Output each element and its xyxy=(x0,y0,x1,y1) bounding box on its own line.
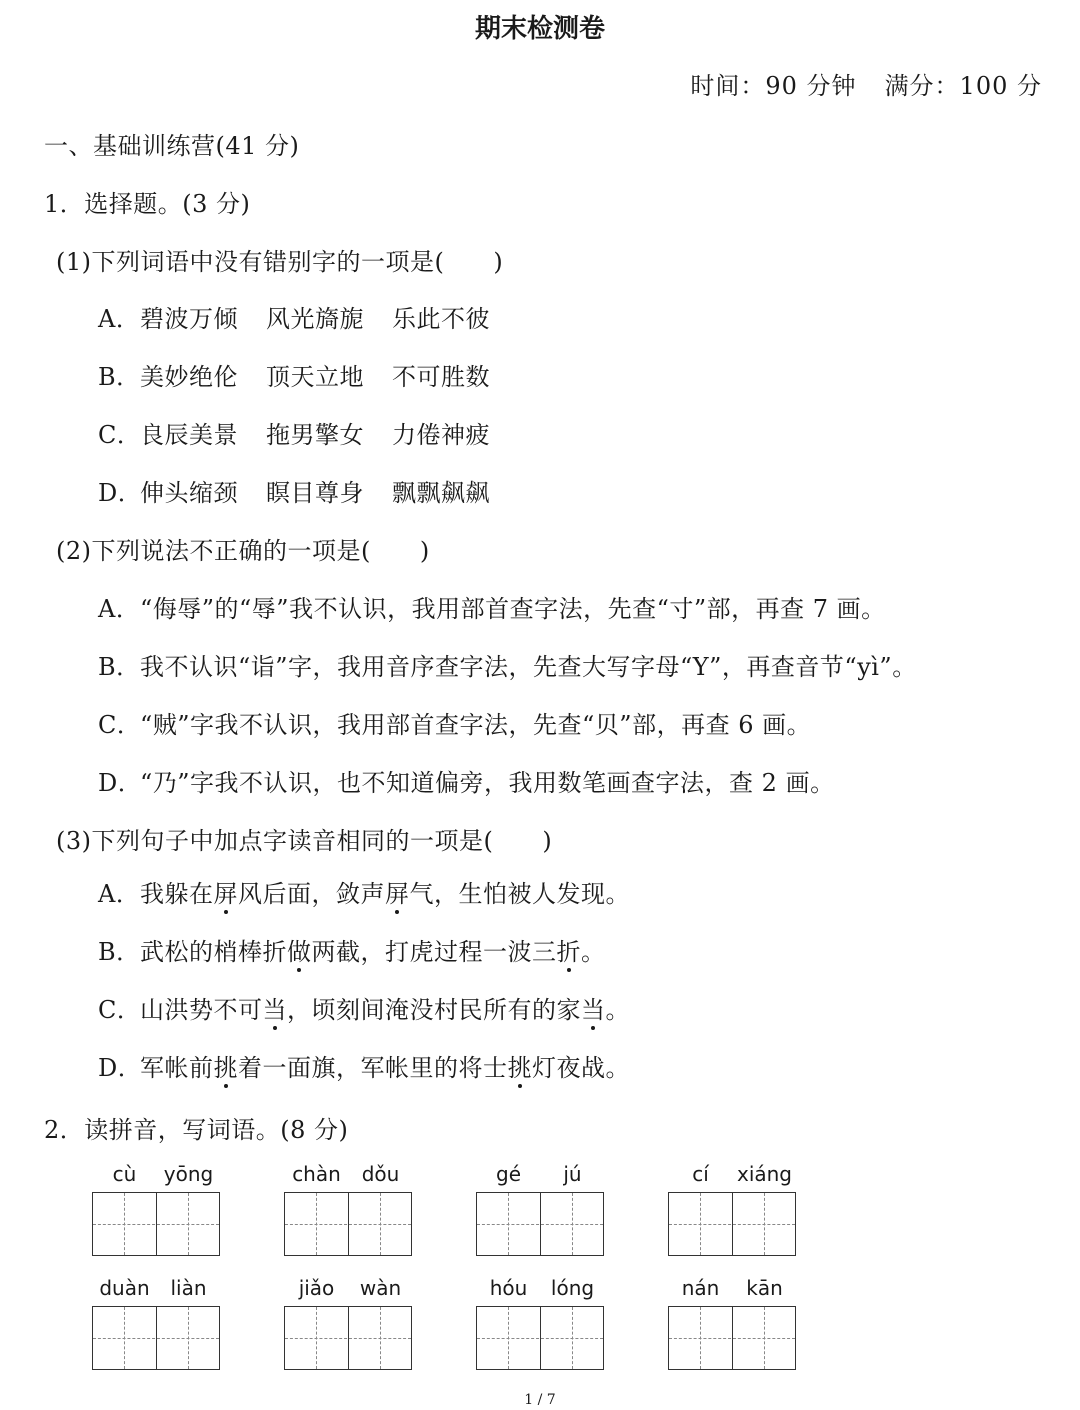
dotted-char: 当 xyxy=(581,996,606,1024)
option-label: C． xyxy=(98,421,142,449)
pinyin-syllable: chàn xyxy=(292,1162,341,1186)
option-row xyxy=(98,473,490,508)
option-row xyxy=(98,299,490,334)
option-label: A． xyxy=(98,305,141,333)
option-word: 不可胜数 xyxy=(392,363,490,391)
tianzige-answer-box[interactable] xyxy=(92,1192,220,1256)
tianzige-answer-box[interactable] xyxy=(476,1192,604,1256)
pinyin-syllable: nán xyxy=(681,1276,720,1300)
exam-score: 满分：100 分 xyxy=(884,72,1042,100)
dotted-char: 挑 xyxy=(507,1054,532,1082)
pinyin-syllable: jiǎo xyxy=(298,1276,335,1300)
dotted-char: 做 xyxy=(287,938,312,966)
question-2-heading: 2．读拼音，写词语。(8 分) xyxy=(44,1116,349,1144)
page-title: 期末检测卷 xyxy=(474,14,605,44)
pinyin-syllable: lóng xyxy=(550,1276,595,1300)
option-text: 我躲在 xyxy=(140,880,214,908)
option-word: 美妙绝伦 xyxy=(140,363,238,391)
pinyin-syllable: cí xyxy=(692,1162,709,1186)
dotted-char: 屏 xyxy=(213,880,238,908)
option-text: 气，生怕被人发现。 xyxy=(409,880,630,908)
pinyin-item xyxy=(476,1276,606,1386)
option-word: 力倦神疲 xyxy=(392,421,490,449)
option-text: 。 xyxy=(605,996,630,1024)
option-word: 伸头缩颈 xyxy=(140,479,238,507)
option-text: “侮辱”的“辱”我不认识，我用部首查字法，先查“寸”部，再查 7 画。 xyxy=(140,595,886,623)
pinyin-syllable: kān xyxy=(746,1276,783,1300)
option-label: D． xyxy=(98,479,143,507)
exam-meta xyxy=(662,66,1042,101)
option-word: 瞑目尊身 xyxy=(266,479,364,507)
option-word: 拖男擎女 xyxy=(266,421,364,449)
option-label: C． xyxy=(98,711,142,739)
dotted-char: 当 xyxy=(262,996,287,1024)
pinyin-syllable: jú xyxy=(563,1162,582,1186)
option-text: 我不认识“诣”字，我用音序查字法，先查大写字母“Y”，再查音节“yì”。 xyxy=(140,653,917,681)
pinyin-syllable: gé xyxy=(496,1162,521,1186)
option-word: 碧波万倾 xyxy=(140,305,238,333)
option-row xyxy=(98,990,630,1025)
question-1-heading: 1．选择题。(3 分) xyxy=(44,190,251,218)
option-word: 风光旖旎 xyxy=(266,305,364,333)
option-text: 军帐前 xyxy=(140,1054,214,1082)
option-row xyxy=(98,415,490,450)
option-text: “乃”字我不认识，也不知道偏旁，我用数笔画查字法，查 2 画。 xyxy=(140,769,835,797)
option-text: 。 xyxy=(581,938,606,966)
option-label: C． xyxy=(98,996,142,1024)
option-text: 山洪势不可 xyxy=(140,996,263,1024)
option-text: 着一面旗，军帐里的将士 xyxy=(238,1054,508,1082)
option-label: A． xyxy=(98,595,141,623)
pinyin-syllable: yōng xyxy=(163,1162,214,1186)
option-word: 顶天立地 xyxy=(266,363,364,391)
option-row xyxy=(98,589,886,624)
pinyin-syllable: hóu xyxy=(489,1276,528,1300)
pinyin-item xyxy=(284,1276,414,1386)
option-row xyxy=(98,647,917,682)
pinyin-syllable: duàn xyxy=(99,1276,150,1300)
dotted-char: 屏 xyxy=(385,880,410,908)
pinyin-syllable: liàn xyxy=(170,1276,207,1300)
dotted-char: 挑 xyxy=(213,1054,238,1082)
pinyin-item xyxy=(92,1276,222,1386)
option-word: 良辰美景 xyxy=(140,421,238,449)
pinyin-item xyxy=(476,1162,606,1272)
pinyin-item xyxy=(284,1162,414,1272)
section-heading: 一、基础训练营(41 分) xyxy=(44,132,300,160)
option-label: A． xyxy=(98,880,141,908)
tianzige-answer-box[interactable] xyxy=(476,1306,604,1370)
pinyin-syllable: wàn xyxy=(359,1276,402,1300)
option-row xyxy=(98,1048,630,1083)
option-text: 风后面，敛声 xyxy=(238,880,385,908)
pinyin-item xyxy=(668,1162,798,1272)
page-number: 1 / 7 xyxy=(524,1392,556,1408)
option-text: 武松的梢棒折 xyxy=(140,938,287,966)
option-text: 灯夜战。 xyxy=(532,1054,630,1082)
option-row xyxy=(98,874,630,909)
dotted-char: 折 xyxy=(556,938,581,966)
exam-time: 时间：90 分钟 xyxy=(690,72,857,100)
option-label: B． xyxy=(98,653,141,681)
tianzige-answer-box[interactable] xyxy=(284,1306,412,1370)
question-1-3-stem: (3)下列句子中加点字读音相同的一项是( ) xyxy=(56,827,553,855)
pinyin-item xyxy=(668,1276,798,1386)
pinyin-item xyxy=(92,1162,222,1272)
question-1-1-stem: (1)下列词语中没有错别字的一项是( ) xyxy=(56,248,504,276)
option-row xyxy=(98,763,835,798)
pinyin-syllable: xiáng xyxy=(736,1162,793,1186)
pinyin-syllable: dǒu xyxy=(361,1162,400,1186)
tianzige-answer-box[interactable] xyxy=(668,1192,796,1256)
pinyin-syllable: cù xyxy=(112,1162,137,1186)
option-row xyxy=(98,357,490,392)
option-text: 两截，打虎过程一波三 xyxy=(311,938,557,966)
option-row xyxy=(98,932,606,967)
tianzige-answer-box[interactable] xyxy=(284,1192,412,1256)
option-text: ，顷刻间淹没村民所有的家 xyxy=(287,996,581,1024)
option-label: B． xyxy=(98,363,141,391)
tianzige-answer-box[interactable] xyxy=(668,1306,796,1370)
question-1-2-stem: (2)下列说法不正确的一项是( ) xyxy=(56,537,430,565)
tianzige-answer-box[interactable] xyxy=(92,1306,220,1370)
option-text: “贼”字我不认识，我用部首查字法，先查“贝”部，再查 6 画。 xyxy=(140,711,812,739)
option-label: B． xyxy=(98,938,141,966)
option-row xyxy=(98,705,811,740)
option-label: D． xyxy=(98,1054,143,1082)
option-label: D． xyxy=(98,769,143,797)
option-word: 飘飘飙飙 xyxy=(392,479,490,507)
option-word: 乐此不彼 xyxy=(392,305,490,333)
